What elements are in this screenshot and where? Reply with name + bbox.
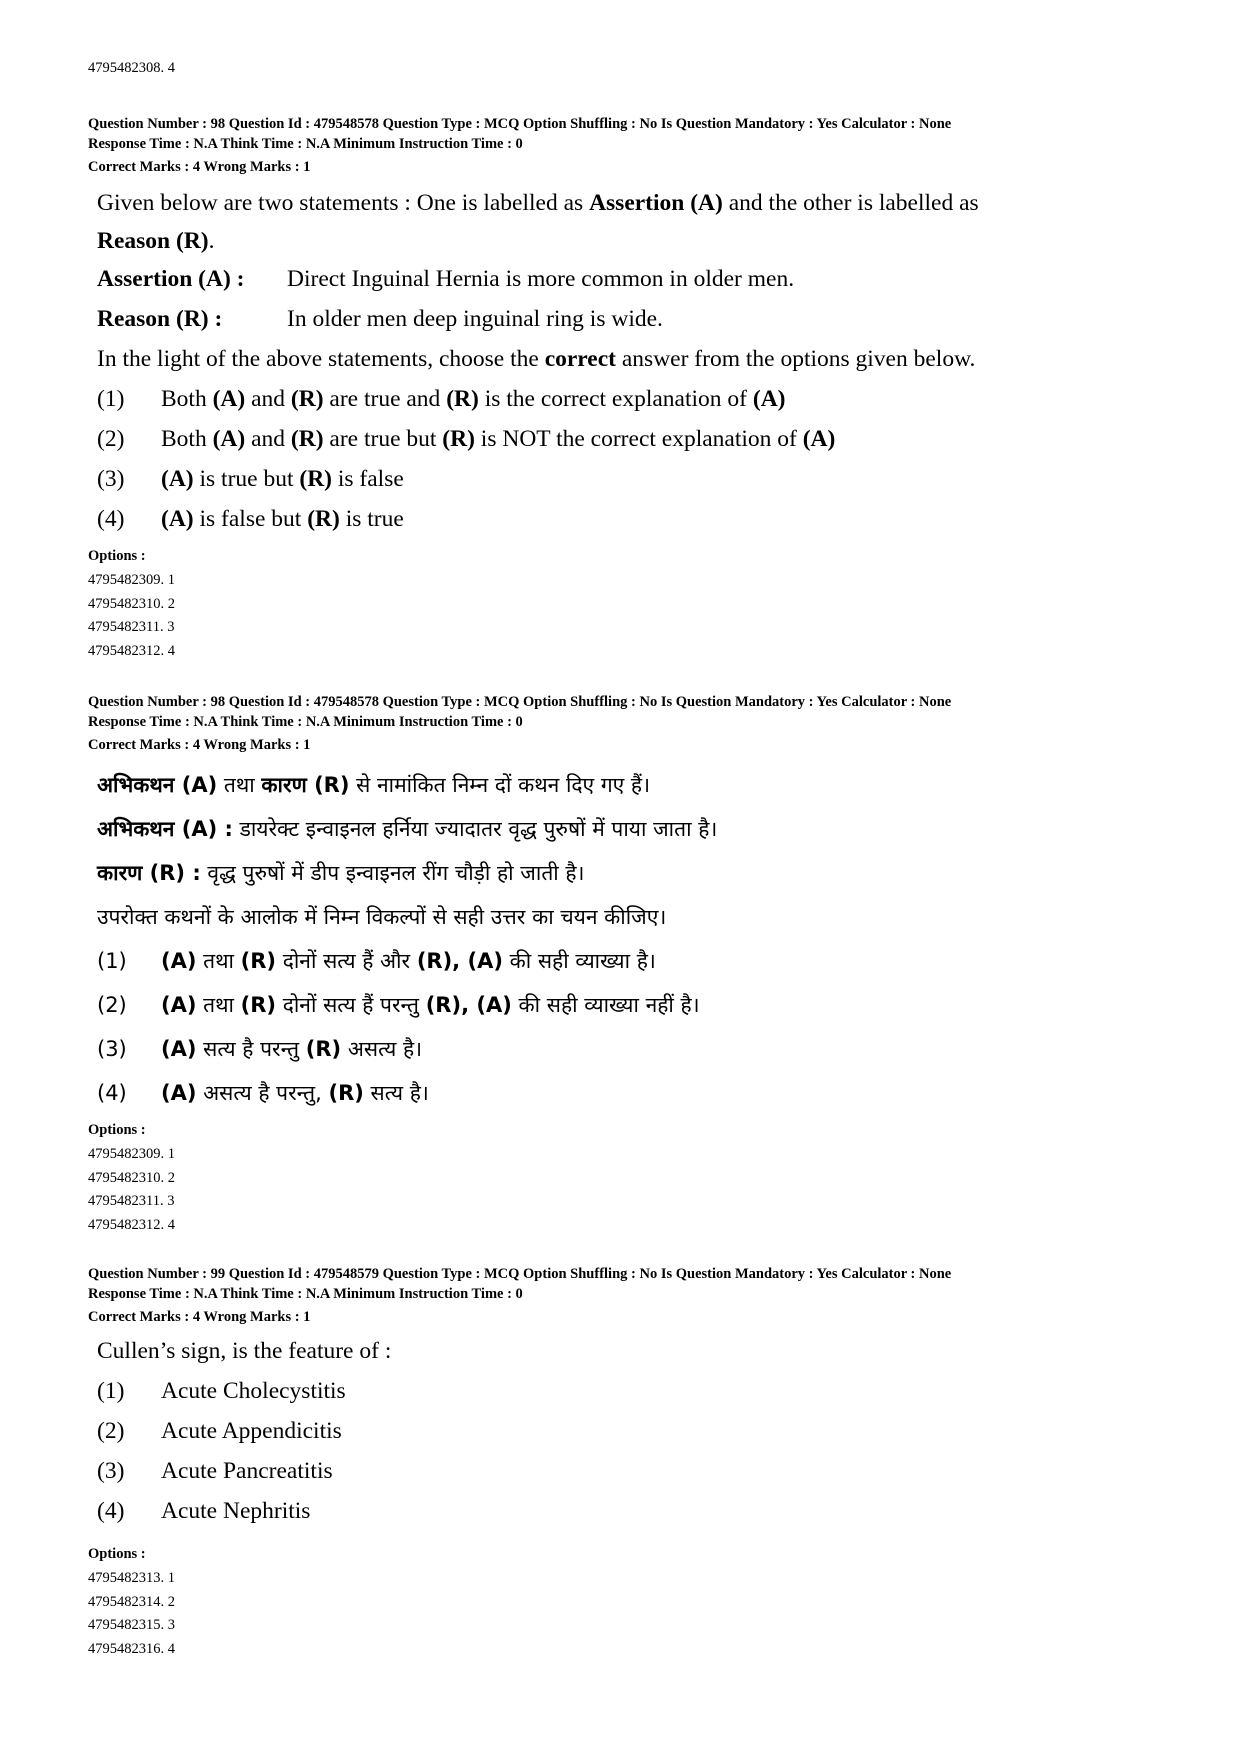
q1-option-2: (2) Both (A) and (R) are true but (R) is NOT the correct explanation of (A) xyxy=(97,426,836,452)
q2-meta-line2: Response Time : N.A Think Time : N.A Minimum Instruction Time : 0 xyxy=(88,714,523,730)
q1-choose-instruction: In the light of the above statements, choose the correct answer from the options given below. xyxy=(97,346,976,372)
q3-meta-line3: Correct Marks : 4 Wrong Marks : 1 xyxy=(88,1309,311,1325)
q2-options-list xyxy=(88,1120,175,1237)
list-item: 4795482316. 4 xyxy=(88,1640,175,1657)
q1-intro-line2: Reason (R). xyxy=(97,228,215,254)
q3-option-4: (4) Acute Nephritis xyxy=(97,1498,311,1524)
list-item: 4795482312. 4 xyxy=(88,642,175,659)
q1-options-label: Options : xyxy=(88,548,146,564)
q2-meta xyxy=(88,692,951,755)
q3-option-2: (2) Acute Appendicitis xyxy=(97,1418,342,1444)
q2-option-2: (2) (A) तथा (R) दोनों सत्य हैं परन्तु (R), (A) की सही व्याख्या नहीं है। xyxy=(97,993,700,1017)
q1-options-list xyxy=(88,546,175,663)
q2-assertion: अभिकथन (A) : डायरेक्ट इन्वाइनल हर्निया ज्यादातर वृद्ध पुरुषों में पाया जाता है। xyxy=(97,817,718,841)
q3-option-3: (3) Acute Pancreatitis xyxy=(97,1458,333,1484)
q1-meta xyxy=(88,114,951,177)
q1-assertion-text: Direct Inguinal Hernia is more common in older men. xyxy=(287,266,795,292)
q2-option-3: (3) (A) सत्य है परन्तु (R) असत्य है। xyxy=(97,1037,423,1061)
q3-options-list xyxy=(88,1544,175,1661)
list-item: 4795482315. 3 xyxy=(88,1617,175,1633)
q2-intro-line: अभिकथन (A) तथा कारण (R) से नामांकित निम्न दों कथन दिए गए हैं। xyxy=(97,773,651,797)
list-item: 4795482309. 1 xyxy=(88,1146,175,1162)
list-item: 4795482311. 3 xyxy=(88,619,175,635)
q3-options-label: Options : xyxy=(88,1546,146,1562)
top-option-id: 4795482308. 4 xyxy=(88,60,175,76)
list-item: 4795482310. 2 xyxy=(88,1169,175,1186)
q2-options-label: Options : xyxy=(88,1122,146,1138)
q3-meta-line2: Response Time : N.A Think Time : N.A Minimum Instruction Time : 0 xyxy=(88,1286,523,1302)
list-item: 4795482312. 4 xyxy=(88,1216,175,1233)
q2-meta-line1: Question Number : 98 Question Id : 479548578 Question Type : MCQ Option Shuffling : No Is Question Mandatory : Yes Calculator : None xyxy=(88,694,952,710)
list-item: 4795482311. 3 xyxy=(88,1193,175,1209)
q1-option-1: (1) Both (A) and (R) are true and (R) is the correct explanation of (A) xyxy=(97,386,786,412)
q1-reason xyxy=(97,304,663,334)
q2-option-1: (1) (A) तथा (R) दोनों सत्य हैं और (R), (A) की सही व्याख्या है। xyxy=(97,949,656,973)
q3-option-1: (1) Acute Cholecystitis xyxy=(97,1378,346,1404)
q1-option-3: (3) (A) is true but (R) is false xyxy=(97,466,404,492)
q2-reason: कारण (R) : वृद्ध पुरुषों में डीप इन्वाइनल रींग चौड़ी हो जाती है। xyxy=(97,861,585,885)
q3-meta xyxy=(88,1264,951,1327)
q2-choose-instruction: उपरोक्त कथनों के आलोक में निम्न विकल्पों से सही उत्तर का चयन कीजिए। xyxy=(97,905,667,929)
q1-reason-text: In older men deep inguinal ring is wide. xyxy=(287,306,663,332)
q3-stem: Cullen’s sign, is the feature of : xyxy=(97,1338,392,1364)
q2-option-4: (4) (A) असत्य है परन्तु, (R) सत्य है। xyxy=(97,1081,429,1105)
list-item: 4795482310. 2 xyxy=(88,595,175,612)
q1-assertion-label: Assertion (A) : xyxy=(97,266,245,292)
q1-option-4: (4) (A) is false but (R) is true xyxy=(97,506,404,532)
q3-meta-line1: Question Number : 99 Question Id : 479548579 Question Type : MCQ Option Shuffling : No Is Question Mandatory : Yes Calculator : None xyxy=(88,1266,952,1282)
list-item: 4795482314. 2 xyxy=(88,1593,175,1610)
q2-meta-line3: Correct Marks : 4 Wrong Marks : 1 xyxy=(88,737,311,753)
q1-assertion xyxy=(97,264,794,294)
list-item: 4795482309. 1 xyxy=(88,572,175,588)
q1-meta-line3: Correct Marks : 4 Wrong Marks : 1 xyxy=(88,159,311,175)
q1-reason-label: Reason (R) : xyxy=(97,306,223,332)
q1-intro-line1: Given below are two statements : One is labelled as Assertion (A) and the other is labelled as xyxy=(97,190,979,216)
list-item: 4795482313. 1 xyxy=(88,1570,175,1586)
q1-meta-line1: Question Number : 98 Question Id : 479548578 Question Type : MCQ Option Shuffling : No Is Question Mandatory : Yes Calculator : None xyxy=(88,116,952,132)
q1-meta-line2: Response Time : N.A Think Time : N.A Minimum Instruction Time : 0 xyxy=(88,136,523,152)
